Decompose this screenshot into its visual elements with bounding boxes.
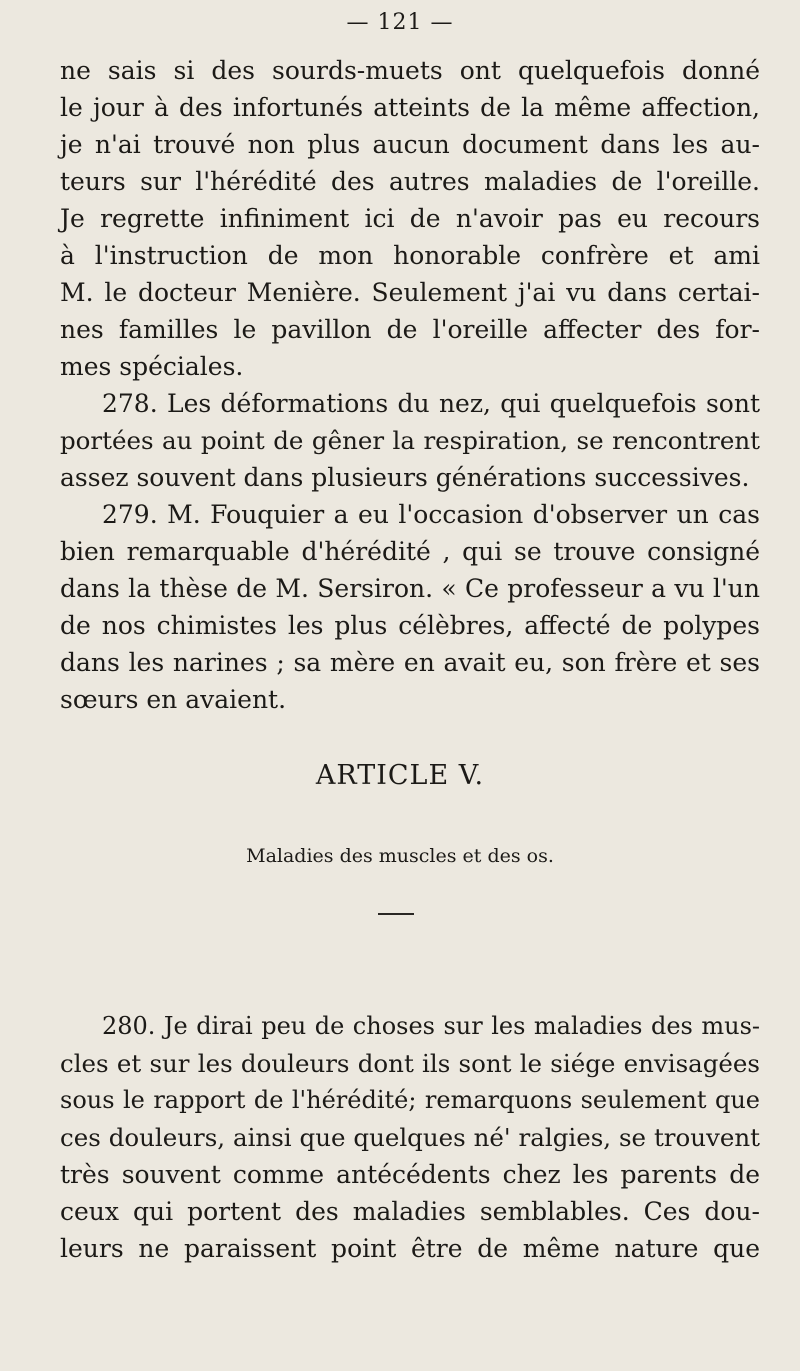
page-number-header: — 121 — — [346, 10, 454, 35]
paragraph-278-line: 278. Les déformations du nez, qui quelquefois sont — [102, 389, 760, 418]
text-line: dans la thèse de M. Sersiron. « Ce professeur a vu l'un — [60, 574, 760, 603]
text-line: M. le docteur Menière. Seulement j'ai vu dans certai- — [60, 278, 760, 307]
article-subtitle: Maladies des muscles et des os. — [246, 845, 554, 867]
section-divider — [378, 913, 414, 915]
text-line: très souvent comme antécédents chez les parents de — [60, 1160, 760, 1189]
text-line: leurs ne paraissent point être de même nature que — [60, 1234, 760, 1263]
text-line: sœurs en avaient. — [60, 685, 287, 714]
text-line: bien remarquable d'hérédité , qui se trouve consigné — [60, 537, 760, 566]
paragraph-279-line: 279. M. Fouquier a eu l'occasion d'observer un cas — [102, 500, 760, 529]
text-line: teurs sur l'hérédité des autres maladies de l'oreille. — [60, 167, 760, 196]
text-line: cles et sur les douleurs dont ils sont le siége envisagées — [60, 1049, 760, 1078]
text-line: Je regrette infiniment ici de n'avoir pas eu recours — [60, 204, 760, 233]
paragraph-continuation — [60, 52, 760, 718]
paragraph-280 — [60, 1008, 760, 1267]
article-title: ARTICLE V. — [315, 760, 485, 791]
text-line: de nos chimistes les plus célèbres, affecté de polypes — [60, 611, 760, 640]
text-line: dans les narines ; sa mère en avait eu, son frère et ses — [60, 648, 760, 677]
text-line: sous le rapport de l'hérédité; remarquons seulement que — [60, 1086, 760, 1114]
text-line: assez souvent dans plusieurs générations successives. — [60, 463, 750, 492]
text-line: nes familles le pavillon de l'oreille affecter des for- — [60, 315, 760, 344]
text-line: ces douleurs, ainsi que quelques né' ralgies, se trouvent — [60, 1123, 760, 1152]
text-line: mes spéciales. — [60, 352, 244, 381]
text-line: portées au point de gêner la respiration, se rencontrent — [60, 426, 760, 455]
text-line: ceux qui portent des maladies semblables. Ces dou- — [60, 1197, 760, 1226]
text-line: à l'instruction de mon honorable confrère et ami — [60, 241, 760, 270]
text-line: ne sais si des sourds-muets ont quelquefois donné — [60, 56, 760, 85]
text-line: le jour à des infortunés atteints de la même affection, — [60, 93, 760, 122]
text-line: je n'ai trouvé non plus aucun document dans les au- — [60, 130, 760, 159]
paragraph-280-line: 280. Je dirai peu de choses sur les maladies des mus- — [102, 1012, 760, 1040]
